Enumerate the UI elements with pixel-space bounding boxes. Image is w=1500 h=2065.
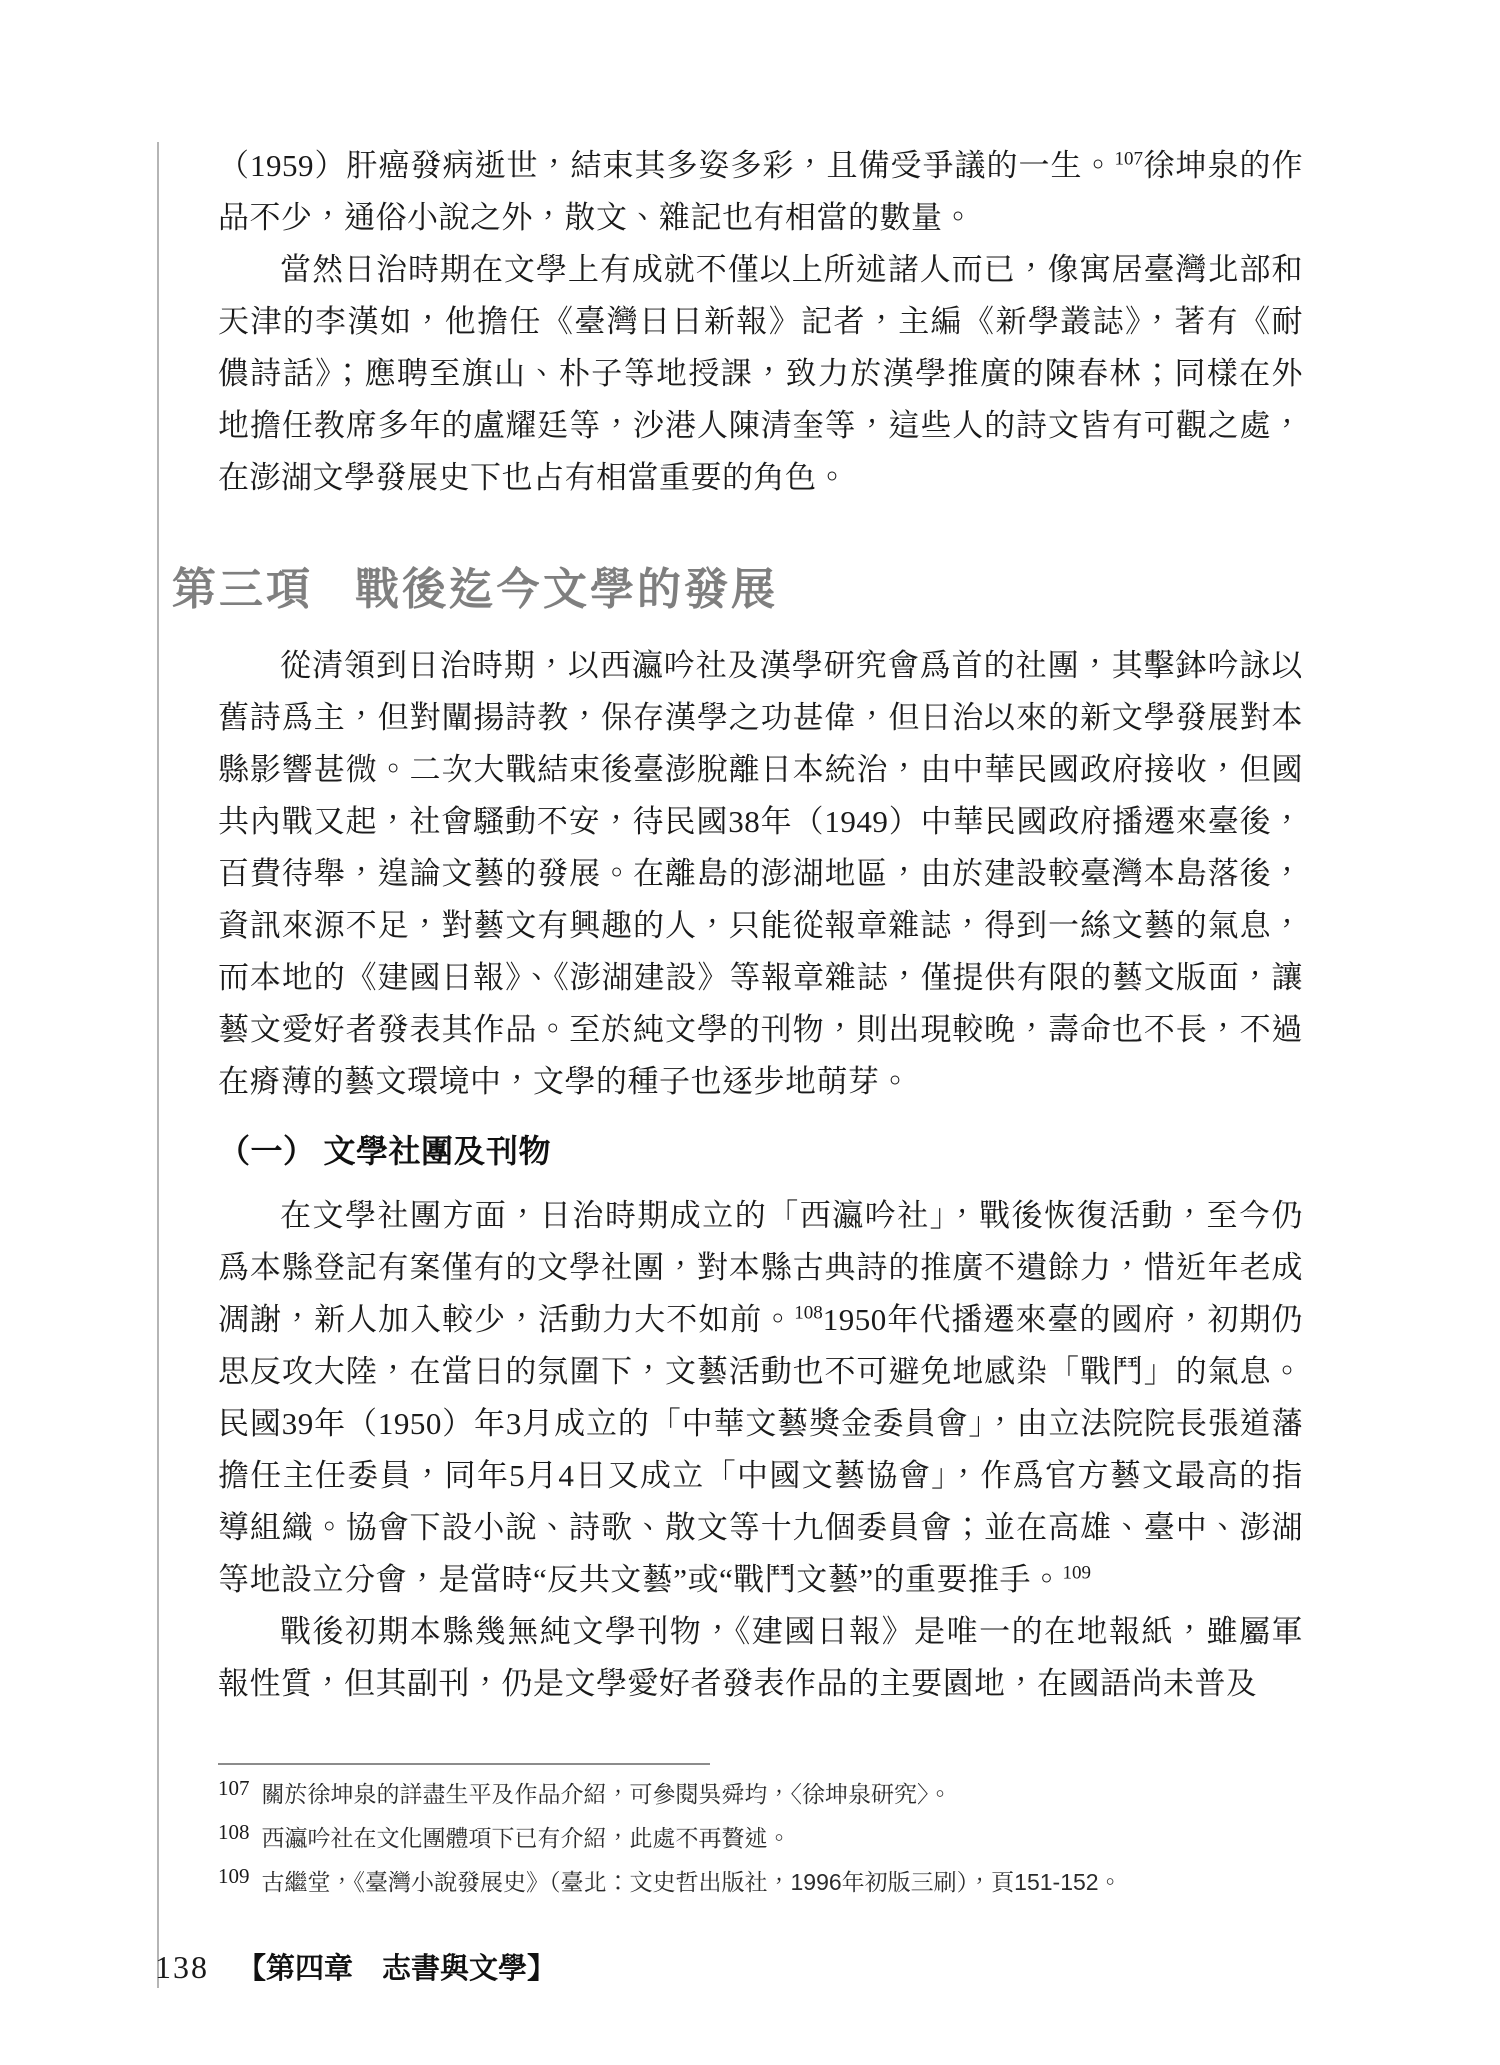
chapter-label: 【第四章 志書與文學】 [237,1953,557,1985]
footnote-109 [218,1860,1328,1904]
paragraph-postwar-development: 從清領到日治時期，以西瀛吟社及漢學研究會爲首的社團，其擊鉢吟詠以舊詩爲主，但對闡揚詩教，保存漢學之功甚偉，但日治以來的新文學發展對本縣影響甚微。二次大戰結束後臺澎脫離日本統治，由中華民國政府接收，但國共內戰又起，社會騷動不安，待民國38年（1949）中華民國政府播遷來臺後，百費待舉，遑論文藝的發展。在離島的澎湖地區，由於建設較臺灣本島落後，資訊來源不足，對藝文有興趣的人，只能從報章雜誌，得到一絲文藝的氣息，而本地的《建國日報》、《澎湖建設》等報章雜誌，僅提供有限的藝文版面，讓藝文愛好者發表其作品。至於純文學的刊物，則出現較晚，壽命也不長，不過在瘠薄的藝文環境中，文學的種子也逐步地萌芽。 [218,648,1303,1099]
section-heading-label: 第三項 [172,565,313,614]
paragraph-jianguo-daily: 戰後初期本縣幾無純文學刊物，《建國日報》是唯一的在地報紙，雖屬軍報性質，但其副刊，仍是文學愛好者發表作品的主要園地，在國語尚未普及 [218,1614,1303,1701]
footnote-108 [218,1816,1328,1860]
subsection-heading-label: （一） [218,1133,316,1169]
paragraph-japanese-era-writers: 當然日治時期在文學上有成就不僅以上所述諸人而已，像寓居臺灣北部和天津的李漢如，他擔任《臺灣日日新報》記者，主編《新學叢誌》，著有《耐儂詩話》；應聘至旗山、朴子等地授課，致力於漢學推廣的陳春林；同樣在外地擔任教席多年的盧耀廷等，沙港人陳清奎等，這些人的詩文皆有可觀之處，在澎湖文學發展史下也占有相當重要的角色。 [218,252,1303,495]
subsection-heading [218,1126,1303,1176]
footnote-text: 關於徐坤泉的詳盡生平及作品介紹，可參閱吳舜均，〈徐坤泉研究〉。 [261,1781,952,1807]
section-heading-title: 戰後迄今文學的發展 [355,565,778,614]
footnote-number: 107 [218,1776,250,1800]
main-text-column [172,140,1304,1710]
paragraph-continuation: （1959）肝癌發病逝世，結束其多姿多彩，且備受爭議的一生。$^{107}$徐坤泉的作品不少，通俗小說之外，散文、雜記也有相當的數量。 [218,148,1303,235]
page-number: 138 [155,1949,209,1985]
footnote-text: 西瀛吟社在文化團體項下已有介紹，此處不再贅述。 [261,1825,791,1851]
footnote-reference: 108 [794,1302,823,1324]
subsection-heading-title: 文學社團及刊物 [323,1133,552,1169]
footnote-reference: 109 [1062,1562,1092,1584]
footnote-number: 108 [218,1820,250,1844]
paragraph-literary-societies: 在文學社團方面，日治時期成立的「西瀛吟社」，戰後恢復活動，至今仍爲本縣登記有案僅有的文學社團，對本縣古典詩的推廣不遺餘力，惜近年老成凋謝，新人加入較少，活動力大不如前。$^{108}$1950年代播遷來臺的國府，初期仍思反攻大陸，在當日的氛圍下，文藝活動也不可避免地感染「戰鬥」的氣息。民國39年（1950）年3月成立的「中華文藝獎金委員會」，由立法院院長張道藩擔任主任委員，同年5月4日又成立「中國文藝協會」，作爲官方藝文最高的指導組織。協會下設小說、詩歌、散文等十九個委員會；並在高雄、臺中、澎湖等地設立分會，是當時“反共文藝”或“戰鬥文藝”的重要推手。$^{109}$ [218,1198,1304,1597]
left-margin-rule [157,142,159,1988]
footnote-number: 109 [218,1864,250,1888]
footnotes [218,1772,1328,1904]
footnote-separator-rule [218,1763,710,1765]
section-heading [172,562,1303,618]
footnote-107 [218,1772,1328,1816]
footnote-text: 古繼堂，《臺灣小說發展史》（臺北：文史哲出版社，1996年初版三刷），頁151-152。 [261,1869,1122,1895]
page-footer [155,1946,556,1987]
footnote-reference: 107 [1114,148,1143,170]
